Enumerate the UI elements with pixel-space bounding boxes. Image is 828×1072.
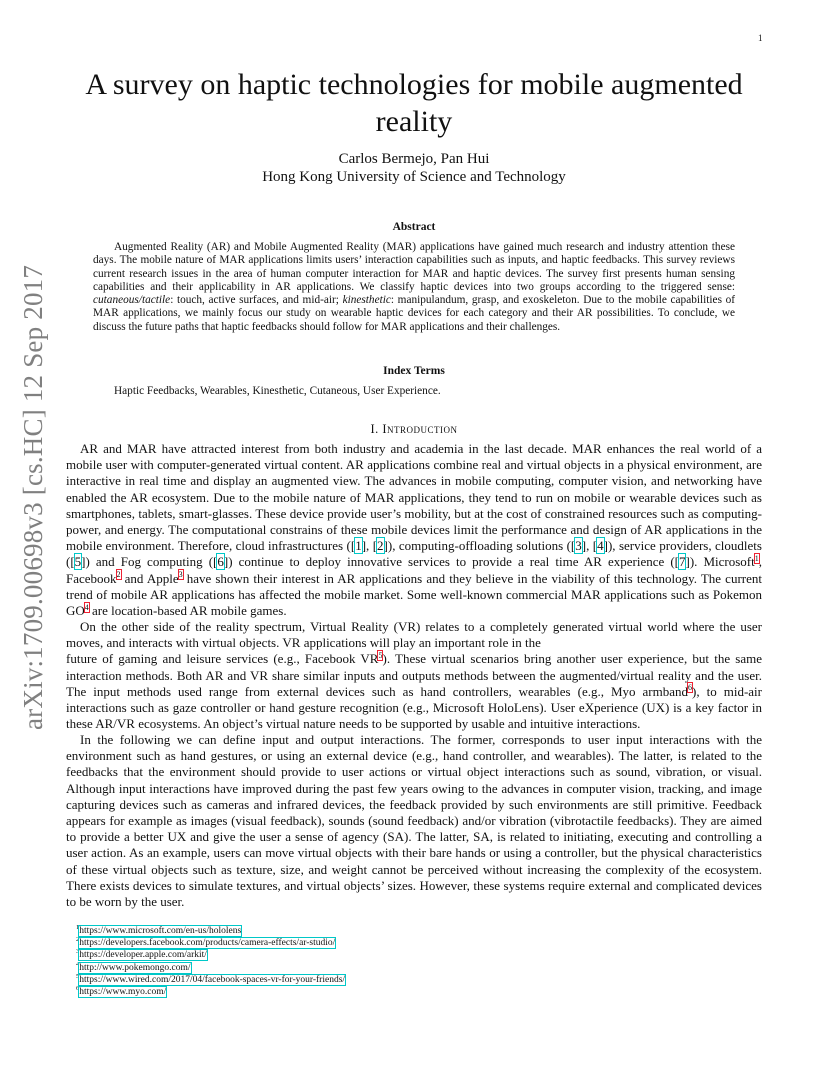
footnote-url-link[interactable]: https://developers.facebook.com/products/camera-effects/ar-studio/ [79, 938, 336, 949]
intro-paragraph-2 [66, 619, 762, 732]
footnotes [76, 925, 576, 998]
footnote-number: 6 [76, 984, 80, 992]
abstract-heading: Abstract [392, 221, 436, 233]
citation-link[interactable]: 5 [74, 554, 82, 570]
text: ]), computing-offloading solutions ([ [383, 538, 576, 554]
section-number: I. [370, 422, 379, 436]
text: AR and MAR have attracted interest from both industry and academia in the last decade. MAR enhances the real world of a mobile user with computer-generated virtual content. AR applications combine real and virtual objects in a physical environment, are interactive in real time and display an augmented view. The advances in mobile computing, computer vision, and networking have enabled the AR ecosystem. Due to the mobile nature of MAR applications, they tend to run on mobile or wearable devices such as smartphones, tablets, smart-glasses. These device provide user’s mobility, but at the cost of constrained resources such as computing-power, and energy. The computational constrains of these mobile devices limit the performance and design of AR applications in the mobile environment. Therefore, cloud infrastructures ([ [66, 441, 762, 554]
citation-link[interactable]: 3 [575, 538, 582, 554]
footnote-item [76, 986, 576, 998]
text: ). These virtual scenarios bring another user experience, but the same interaction methods. Both AR and VR share similar inputs and outputs methods between the augmented/virtual reality and the user. The input methods used range from external devices such as hand controllers, wearables (e.g., Myo armband [66, 651, 763, 699]
text: ]), service providers, cloudlets ([ [66, 538, 762, 570]
text: ]) continue to deploy innovative services to provide a real time AR experience ([ [223, 554, 679, 570]
footnote-item [76, 937, 576, 949]
text: , Facebook [66, 554, 762, 586]
index-terms-heading: Index Terms [383, 365, 445, 377]
index-terms-text: Haptic Feedbacks, Wearables, Kinesthetic, Cutaneous, User Experience. [114, 385, 441, 397]
footnote-marker[interactable]: 1 [754, 554, 759, 564]
section-heading [70, 422, 758, 437]
text: ], [ [361, 538, 378, 554]
abstract-text-part-2: : touch, active surfaces, and mid-air; [170, 294, 343, 307]
affiliation: Hong Kong University of Science and Technology [262, 169, 566, 185]
footnote-item [76, 962, 576, 974]
abstract-text-part-1: Augmented Reality (AR) and Mobile Augmented Reality (MAR) applications have gained much research and industry attention these days. The mobile nature of MAR applications limits users’ interaction capabilities such as inputs, and haptic feedbacks. This survey reviews current research issues in the area of human computer interaction for MAR and haptic devices. The survey first presents human sensing capabilities and their applicability in AR applications. We classify haptic devices into two groups according to the triggered sense: [93, 241, 735, 293]
footnote-marker[interactable]: 5 [378, 651, 383, 661]
footnote-number: 1 [76, 923, 80, 931]
text: and Apple [120, 570, 179, 586]
footnote-url-link[interactable]: https://developer.apple.com/arkit/ [79, 950, 207, 961]
footnote-number: 5 [76, 972, 80, 980]
footnote-url-link[interactable]: https://www.wired.com/2017/04/facebook-spaces-vr-for-your-friends/ [79, 974, 346, 985]
footnote-item [76, 949, 576, 961]
citation-link[interactable]: 2 [377, 538, 384, 554]
text: ]) and Fog computing ([ [81, 554, 218, 570]
text: have shown their interest in AR applications and they believe in the viability of this technology. The current trend of mobile AR applications has affected the mobile market. Some well-known commercial MAR applications such as Pokemon GO [66, 570, 762, 619]
citation-link[interactable]: 7 [678, 554, 686, 570]
footnote-item [76, 974, 576, 986]
footnote-marker[interactable]: 6 [688, 683, 693, 693]
footnote-number: 4 [76, 960, 80, 968]
text: future of gaming and leisure services (e.g., Facebook VR [66, 651, 379, 667]
citation-link[interactable]: 4 [597, 538, 604, 554]
abstract-term-kinesthetic: kinesthetic [342, 294, 391, 307]
arxiv-identifier-watermark: arXiv:1709.00698v3 [cs.HC] 12 Sep 2017 [18, 264, 48, 730]
text: ], [ [581, 538, 598, 554]
paper-title: A survey on haptic technologies for mobile augmented reality [85, 68, 743, 138]
footnote-url-link[interactable]: https://www.microsoft.com/en-us/hololens [79, 926, 242, 936]
footnote-url-link[interactable]: http://www.pokemongo.com/ [79, 962, 191, 973]
footnote-marker[interactable]: 4 [84, 602, 89, 612]
text: ]). Microsoft [685, 554, 755, 570]
footnote-item [76, 925, 576, 937]
citation-link[interactable]: 1 [355, 538, 362, 554]
text: ), to mid-air interactions such as gaze controller or hand gesture recognition (e.g., Microsoft HoloLens). User eXperience (UX) is a key factor in these AR/VR ecosystems. An object’s virtual nature needs to be supported by usable and intuitive interactions. [66, 683, 762, 732]
authors: Carlos Bermejo, Pan Hui [338, 151, 490, 167]
footnote-number: 3 [76, 948, 80, 956]
abstract-text [93, 241, 735, 334]
section-title: Introduction [382, 422, 458, 436]
intro-paragraph-3: In the following we can define input and output interactions. The former, corresponds to user input interactions with the environment such as hand gestures, or using an external device (e.g., hand controller, and wearables). The latter, is related to the feedbacks that the environment should provide to user actions or virtual object interactions such as sound, vibration, or visual. Although input interactions have improved during the past few years owing to the advances in computer vision, tracking, and image capturing devices such as cameras and infrared devices, the feedback provided by such environments are still primitive. Feedback appears for example as images (visual feedback), sounds (sound feedback) and/or vibration (vibrotactile feedbacks). They are aimed to provide a better UX and give the user a sense of agency (SA). The latter, SA, is related to initiating, executing and controlling a user action. As an example, users can move virtual objects with their bare hands or using a controller, but the physical characteristics of these virtual objects such as texture, size, and weight cannot be perceived without increasing the complexity of the ecosystem. There exists devices to simulate textures, and virtual objects’ sizes. However, these systems require external and complicated devices to be worn by the user. [66, 732, 762, 910]
abstract-text-part-3: : manipulandum, grasp, and exoskeleton. Due to the mobile capabilities of MAR applications, we mainly focus our study on wearable haptic devices for each category and their AR possibilities. To conclude, we discuss the future paths that haptic feedbacks should follow for MAR applications and their challenges. [93, 294, 736, 333]
footnote-number: 2 [76, 936, 80, 944]
footnote-url-link[interactable]: https://www.myo.com/ [79, 987, 167, 998]
text: are location-based AR mobile games. [88, 603, 287, 619]
citation-link[interactable]: 6 [217, 554, 224, 570]
abstract-term-cutaneous: cutaneous/tactile [93, 294, 171, 307]
footnote-marker[interactable]: 3 [178, 570, 183, 580]
text: On the other side of the reality spectrum, Virtual Reality (VR) relates to a completely generated virtual world where the user moves, and interacts with virtual objects. VR applications will play an important role in the [66, 619, 762, 651]
intro-paragraph-1 [66, 441, 762, 619]
footnote-marker[interactable]: 2 [116, 570, 121, 580]
page-number: 1 [758, 33, 763, 43]
